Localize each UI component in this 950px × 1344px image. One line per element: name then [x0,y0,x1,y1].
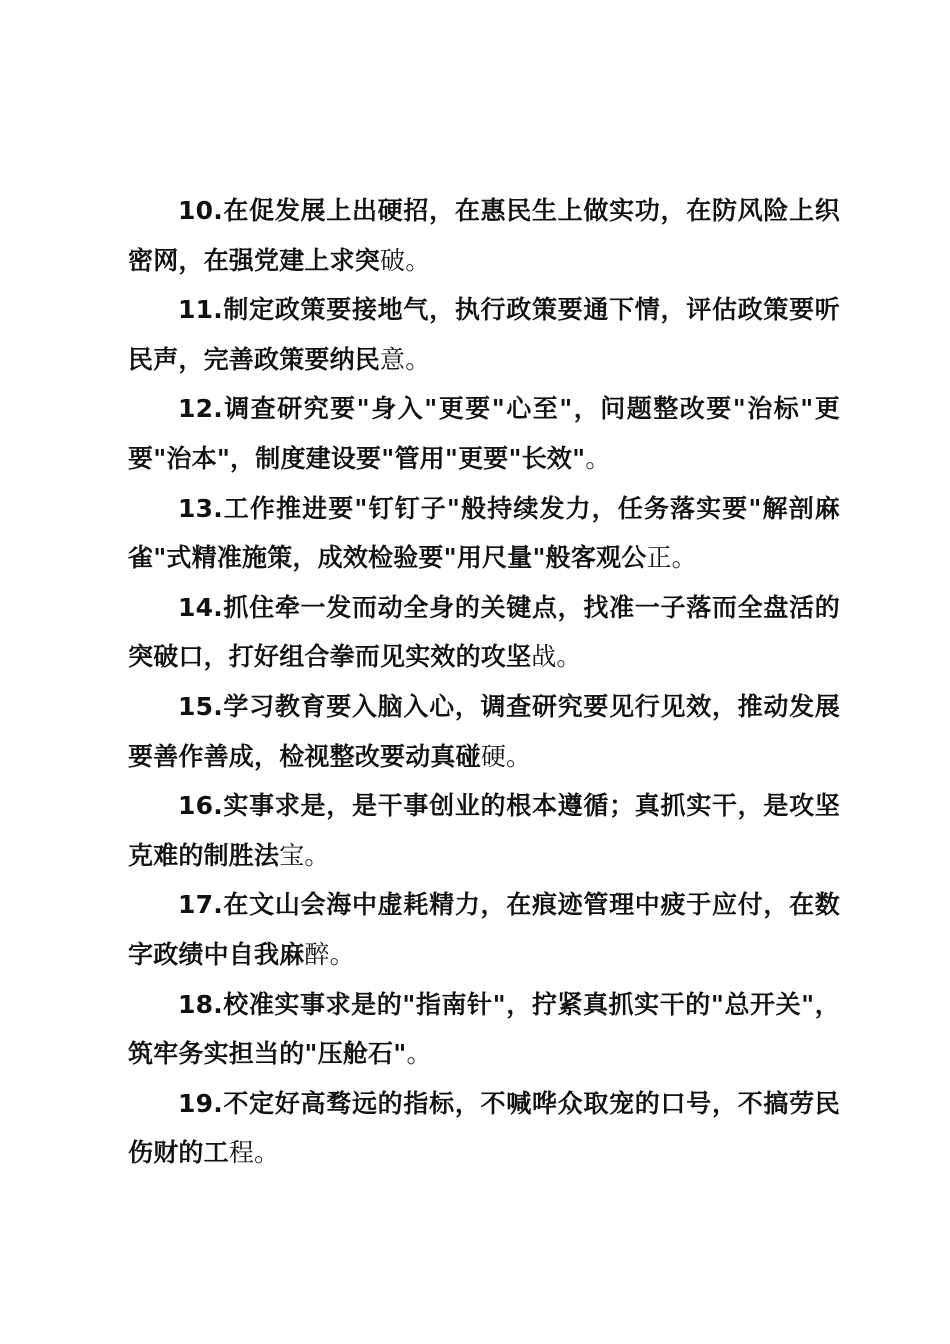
item-number: 12. [178,394,223,424]
item-text: 工作推进要"钉钉子"般持续发力，任务落实要"解剖麻雀"式精准施策，成效检验要"用尺量"般客观公 [128,493,840,573]
list-item-16 [128,781,840,880]
item-text-tail: 宝。 [279,840,330,870]
item-text-tail: 程。 [228,1138,280,1168]
item-text: 校准实事求是的"指南针"，拧紧真抓实干的"总开关"，筑牢务实担当的"压舱石" [128,989,840,1069]
item-number: 11. [178,295,223,325]
list-item-18 [128,980,840,1079]
item-text: 在促发展上出硬招，在惠民生上做实功，在防风险上织密网，在强党建上求突 [128,196,840,275]
list-item-17 [128,880,840,979]
item-number: 17. [178,890,223,920]
item-text: 实事求是，是干事创业的根本遵循；真抓实干，是攻坚克难的制胜法 [128,791,840,870]
item-text: 抓住牵一发而动全身的关键点，找准一子落而全盘活的突破口，打好组合拳而见实效的攻坚 [128,592,840,672]
list-item-10 [128,186,840,285]
item-text-tail: 正。 [646,543,697,573]
item-number: 18. [178,989,223,1019]
item-number: 14. [178,592,223,622]
list-item-15 [128,682,840,781]
item-text-tail: 醉。 [304,939,355,969]
item-text: 学习教育要入脑入心，调查研究要见行见效，推动发展要善作善成，检视整改要动真碰 [128,691,840,771]
list-item-14 [128,583,840,682]
item-text: 制定政策要接地气，执行政策要通下情，评估政策要听民声，完善政策要纳民 [128,295,840,374]
document-body [128,186,840,1178]
item-number: 19. [178,1088,223,1118]
item-number: 13. [178,493,223,523]
list-item-12 [128,384,840,483]
item-text-tail: 意。 [380,344,431,374]
item-number: 10. [178,196,223,225]
item-number: 15. [178,691,223,721]
item-text-tail: 。 [585,443,611,473]
list-item-11 [128,285,840,384]
item-text: 在文山会海中虚耗精力，在痕迹管理中疲于应付，在数字政绩中自我麻 [128,890,840,969]
list-item-19 [128,1079,840,1178]
item-number: 16. [178,791,223,821]
item-text: 调查研究要"身入"更要"心至"，问题整改要"治标"更要"治本"，制度建设要"管用"更要"长效" [128,394,840,473]
list-item-13 [128,484,840,583]
item-text: 不定好高骛远的指标，不喊哗众取宠的口号，不搞劳民伤财的工 [128,1088,840,1168]
item-text-tail: 硬。 [480,741,532,771]
item-text-tail: 。 [406,1039,432,1069]
item-text-tail: 战。 [531,642,582,672]
item-text-tail: 破。 [380,245,431,275]
